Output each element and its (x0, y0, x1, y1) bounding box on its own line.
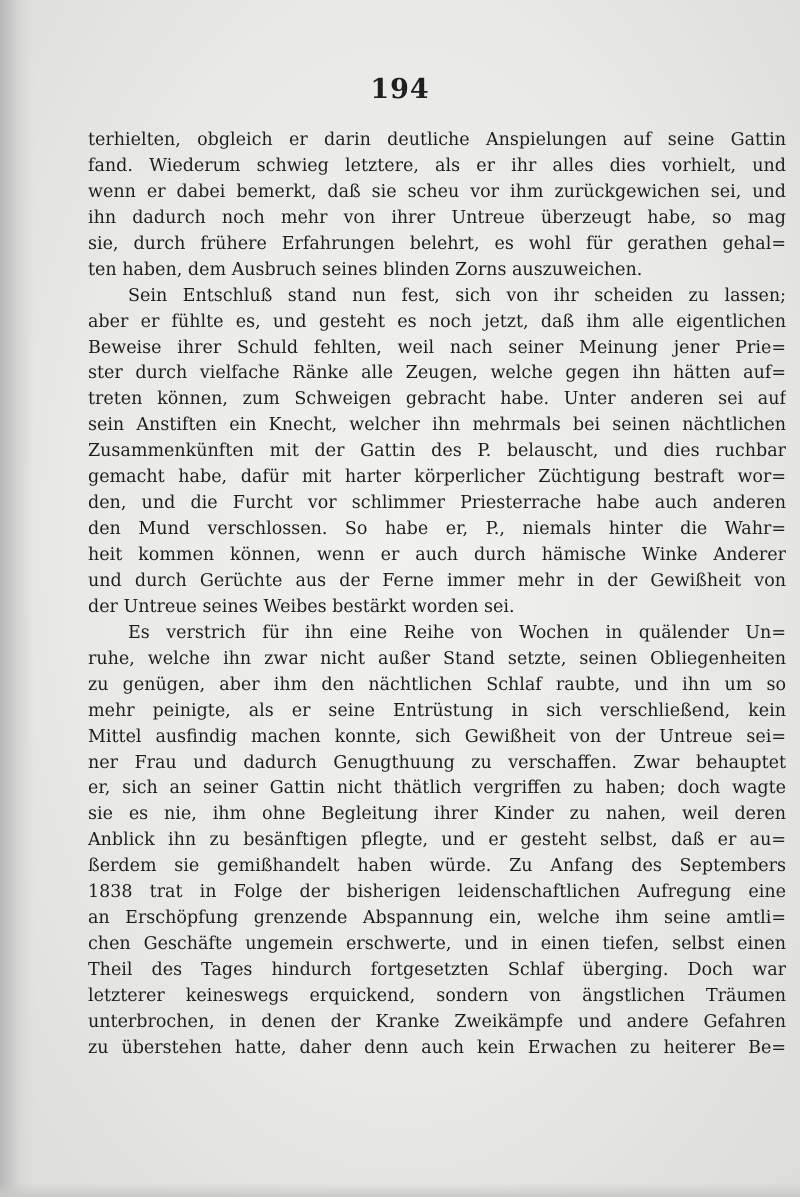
gutter-shadow (0, 0, 34, 1197)
page-bottom-edge (0, 1183, 800, 1197)
text-line: fand. Wiederum schwieg letztere, als er ihr alles dies vorhielt, und (88, 155, 786, 176)
text-line: Es verstrich für ihn eine Reihe von Wochen in quälender Un= (128, 622, 786, 643)
text-line: Sein Entschluß stand nun fest, sich von ihr scheiden zu lassen; (128, 285, 786, 306)
text-line: Theil des Tages hindurch fortgesetzten Schlaf überging. Doch war (88, 960, 786, 980)
text-line: an Erschöpfung grenzende Abspannung ein, welche ihm seine amtli= (88, 908, 786, 929)
text-line: sie es nie, ihm ohne Begleitung ihrer Kinder zu nahen, weil deren (88, 804, 786, 825)
text-line: Beweise ihrer Schuld fehlten, weil nach seiner Meinung jener Prie= (88, 337, 786, 358)
text-line: er, sich an seiner Gattin nicht thätlich vergriffen zu haben; doch wagte (88, 778, 786, 799)
text-line: Mittel ausfindig machen konnte, sich Gewißheit von der Untreue sei= (88, 726, 786, 747)
text-line: Zusammenkünften mit der Gattin des P. belauscht, und dies ruchbar (88, 441, 786, 462)
text-line: treten können, zum Schweigen gebracht habe. Unter anderen sei auf (88, 389, 786, 410)
text-line: gemacht habe, dafür mit harter körperlicher Züchtigung bestraft wor= (88, 467, 786, 488)
text-line: unterbrochen, in denen der Kranke Zweikämpfe und andere Gefahren (88, 1011, 786, 1032)
text-line: wenn er dabei bemerkt, daß sie scheu vor ihm zurückgewichen sei, und (88, 181, 786, 202)
text-line: 1838 trat in Folge der bisherigen leidenschaftlichen Aufregung eine (88, 882, 786, 903)
text-line: ner Frau und dadurch Genugthuung zu verschaffen. Zwar behauptet (88, 752, 786, 773)
page-number: 194 (370, 74, 430, 105)
text-line: ster durch vielfache Ränke alle Zeugen, welche gegen ihn hätten auf= (88, 363, 786, 384)
text-line: ßerdem sie gemißhandelt haben würde. Zu Anfang des Septembers (88, 856, 786, 877)
text-line: zu überstehen hatte, daher denn auch kein Erwachen zu heiterer Be= (88, 1037, 786, 1058)
text-line: chen Geschäfte ungemein erschwerte, und in einen tiefen, selbst einen (88, 934, 786, 955)
text-line: sein Anstiften ein Knecht, welcher ihn mehrmals bei seinen nächtlichen (88, 415, 786, 436)
text-line: sie, durch frühere Erfahrungen belehrt, es wohl für gerathen gehal= (88, 233, 786, 254)
text-line: ten haben, dem Ausbruch seines blinden Zorns auszuweichen. (88, 259, 643, 280)
text-line: heit kommen können, wenn er auch durch hämische Winke Anderer (88, 545, 786, 565)
text-line: der Untreue seines Weibes bestärkt worden sei. (88, 596, 515, 617)
text-line: mehr peinigte, als er seine Entrüstung in sich verschließend, kein (88, 700, 786, 721)
text-line: den, und die Furcht vor schlimmer Priesterrache habe auch anderen (88, 493, 786, 514)
text-line: Anblick ihn zu besänftigen pflegte, und er gesteht selbst, daß er au= (88, 830, 786, 851)
text-line: ihn dadurch noch mehr von ihrer Untreue überzeugt habe, so mag (88, 207, 786, 228)
text-line: und durch Gerüchte aus der Ferne immer mehr in der Gewißheit von (88, 570, 786, 591)
text-line: terhielten, obgleich er darin deutliche Anspielungen auf seine Gattin (88, 130, 786, 150)
text-line: aber er fühlte es, und gesteht es noch jetzt, daß ihm alle eigentlichen (88, 311, 786, 332)
text-line: zu genügen, aber ihm den nächtlichen Schlaf raubte, und ihn um so (88, 674, 786, 695)
text-line: den Mund verschlossen. So habe er, P., niemals hinter die Wahr= (88, 519, 786, 540)
text-line: letzterer keineswegs erquickend, sondern von ängstlichen Träumen (88, 985, 786, 1006)
body-text (88, 128, 786, 1062)
text-line: ruhe, welche ihn zwar nicht außer Stand setzte, seinen Obliegenheiten (88, 648, 786, 669)
